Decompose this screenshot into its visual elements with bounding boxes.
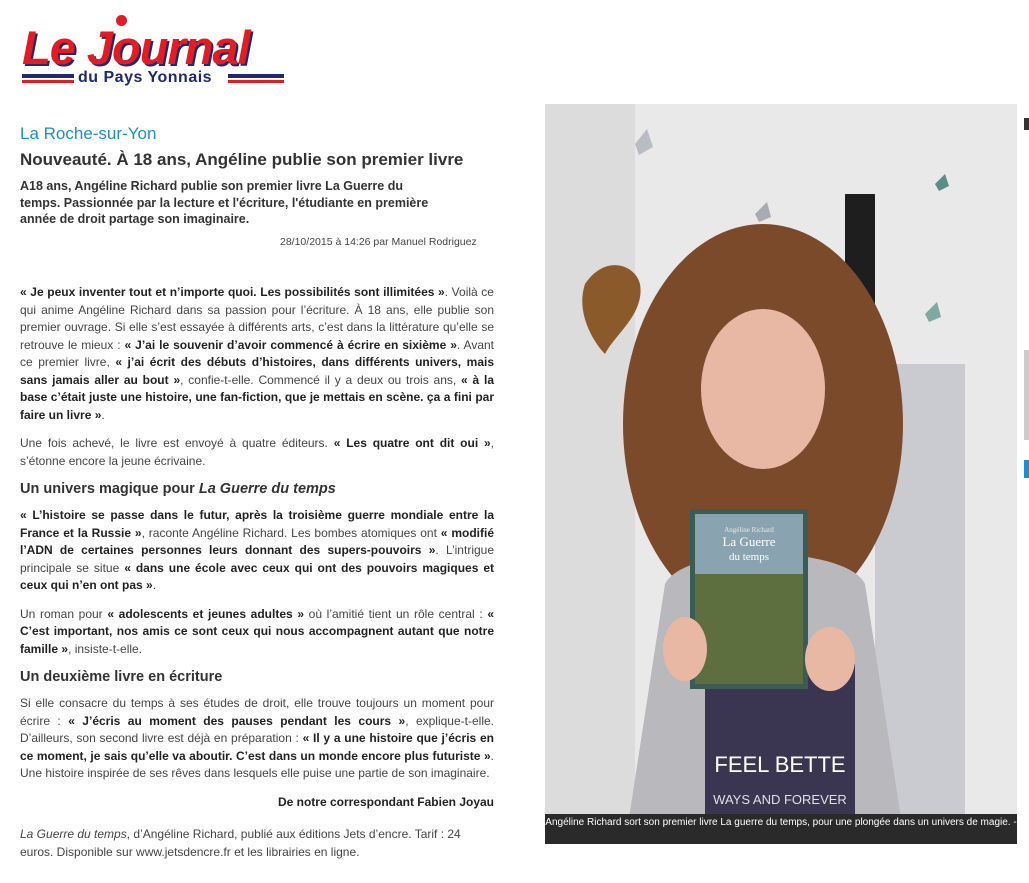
quote-text: « modifié l’ADN de certaines personnes leurs donnant des supers-pouvoirs » xyxy=(20,525,495,557)
article-headline: Nouveauté. À 18 ans, Angéline publie son premier livre xyxy=(20,150,464,169)
body-text: . Une histoire inspirée de ses rêves dans lesquels elle puise une partie de son imaginaire. xyxy=(20,748,494,780)
article-location[interactable]: La Roche-sur-Yon xyxy=(20,124,157,143)
body-text: Un roman pour xyxy=(20,606,108,621)
body-text: , explique-t-elle. D’ailleurs, son second livre est déjà en préparation : xyxy=(20,713,494,745)
body-text: , s’étonne encore la jeune écrivaine. xyxy=(20,436,495,468)
logo-subtitle: du Pays Yonnais xyxy=(78,69,213,86)
body-text: . xyxy=(152,578,157,592)
book-author: Angéline Richard xyxy=(724,526,774,534)
logo-rule xyxy=(22,80,74,83)
body-text: . xyxy=(101,407,105,422)
logo-rule xyxy=(228,80,284,83)
book-details: , d’Angéline Richard, publié aux éditions Jets d’encre. Tarif : 24 euros. Disponible sur www.jetsdencre.fr et les librairies en ligne. xyxy=(20,827,461,859)
body-text: Une fois achevé, le livre est envoyé à quatre éditeurs. xyxy=(20,436,334,450)
article-byline: 28/10/2015 à 14:26 par Manuel Rodriguez xyxy=(280,235,477,248)
logo-title: Le Journal xyxy=(22,21,250,74)
body-text: . Voilà ce qui anime Angéline Richard dans sa passion pour l’écriture. À 18 ans, elle publie son premier ouvrage. Si elle s’est essayée à différents arts, c’est dans la littérature qu’elle se retrouve le mieux : xyxy=(20,285,494,352)
paragraph xyxy=(20,435,494,470)
section-heading: Un deuxième livre en écriture xyxy=(20,669,223,685)
body-text: , confie-t-elle. Commencé il y a deux ou trois ans, xyxy=(180,372,462,387)
quote-text: « Je peux inventer tout et n’importe quoi. Les possibilités sont illimitées » xyxy=(20,285,445,299)
article-lead: A18 ans, Angéline Richard publie son premier livre La Guerre du temps. Passionnée par la lecture et l'écriture, l'étudiante en première année de droit partage son imaginaire. xyxy=(20,179,429,226)
book-title-line2: du temps xyxy=(728,551,770,563)
logo-rule xyxy=(22,74,74,78)
quote-text: « j’ai écrit des débuts d’histoires, dans différents univers, mais sans jamais aller au bout » xyxy=(20,355,495,387)
body-text: , raconte Angéline Richard. Les bombes atomiques ont xyxy=(141,525,441,540)
body-text: . L’intrigue principale se situe xyxy=(20,543,495,575)
quote-text: « J’ai le souvenir d’avoir commencé à écrire en sixième » xyxy=(124,337,457,352)
side-edge xyxy=(1024,460,1029,478)
quote-text: « J’écris au moment des pauses pendant les cours » xyxy=(68,713,406,728)
article-signature: De notre correspondant Fabien Joyau xyxy=(277,794,494,809)
body-text: où l’amitié tient un rôle central : xyxy=(304,606,488,621)
article-photo[interactable] xyxy=(545,104,1017,844)
section-heading-title: La Guerre du temps xyxy=(198,481,336,497)
paragraph xyxy=(20,606,494,659)
section-heading-text: Un univers magique pour xyxy=(20,481,199,497)
shirt-text-2: WAYS AND FOREVER xyxy=(713,792,847,807)
shirt-text-1: FEEL BETTE xyxy=(714,752,846,777)
quote-text: « adolescents et jeunes adultes » xyxy=(107,606,304,621)
article-body xyxy=(20,284,494,822)
section-heading xyxy=(20,481,494,497)
photo-caption: Angéline Richard sort son premier livre La guerre du temps, pour une plongée dans un univers de magie. - xyxy=(545,814,1017,844)
side-edge xyxy=(1024,118,1029,130)
quote-text: « à la base c’était juste une histoire, une fan-fiction, que je mettais en scène. ça a fini par faire un livre » xyxy=(20,372,494,422)
paragraph xyxy=(20,507,494,595)
side-edge xyxy=(1024,350,1029,440)
book-title-line1: La Guerre xyxy=(722,534,776,549)
body-text: . Avant ce premier livre, xyxy=(20,337,494,369)
paragraph xyxy=(20,284,494,424)
quote-text: « Il y a une histoire que j’écris en ce moment, je sais qu’elle va aboutir. C’est dans un monde encore plus futuriste » xyxy=(20,731,494,763)
quote-text: « C’est important, nos amis ce sont ceux qui nous accompagnent autant que notre famille » xyxy=(20,606,494,656)
site-logo[interactable] xyxy=(22,14,284,88)
logo-rule xyxy=(228,74,284,78)
book-title: La Guerre du temps xyxy=(20,827,127,841)
paragraph xyxy=(20,695,494,783)
article-header xyxy=(20,124,494,248)
quote-text: « L’histoire se passe dans le futur, après la troisième guerre mondiale entre la France et la Russie » xyxy=(20,508,494,540)
body-text: Si elle consacre du temps à ses études de droit, elle trouve toujours un moment pour écrire : xyxy=(20,696,494,728)
photo-illustration xyxy=(545,104,1017,844)
quote-text: « Les quatre ont dit oui » xyxy=(333,436,491,450)
body-text: , insiste-t-elle. xyxy=(68,641,143,656)
book-info xyxy=(20,826,494,861)
quote-text: « dans une école avec ceux qui ont des pouvoirs magiques et ceux qui n’en ont pas » xyxy=(20,560,495,592)
